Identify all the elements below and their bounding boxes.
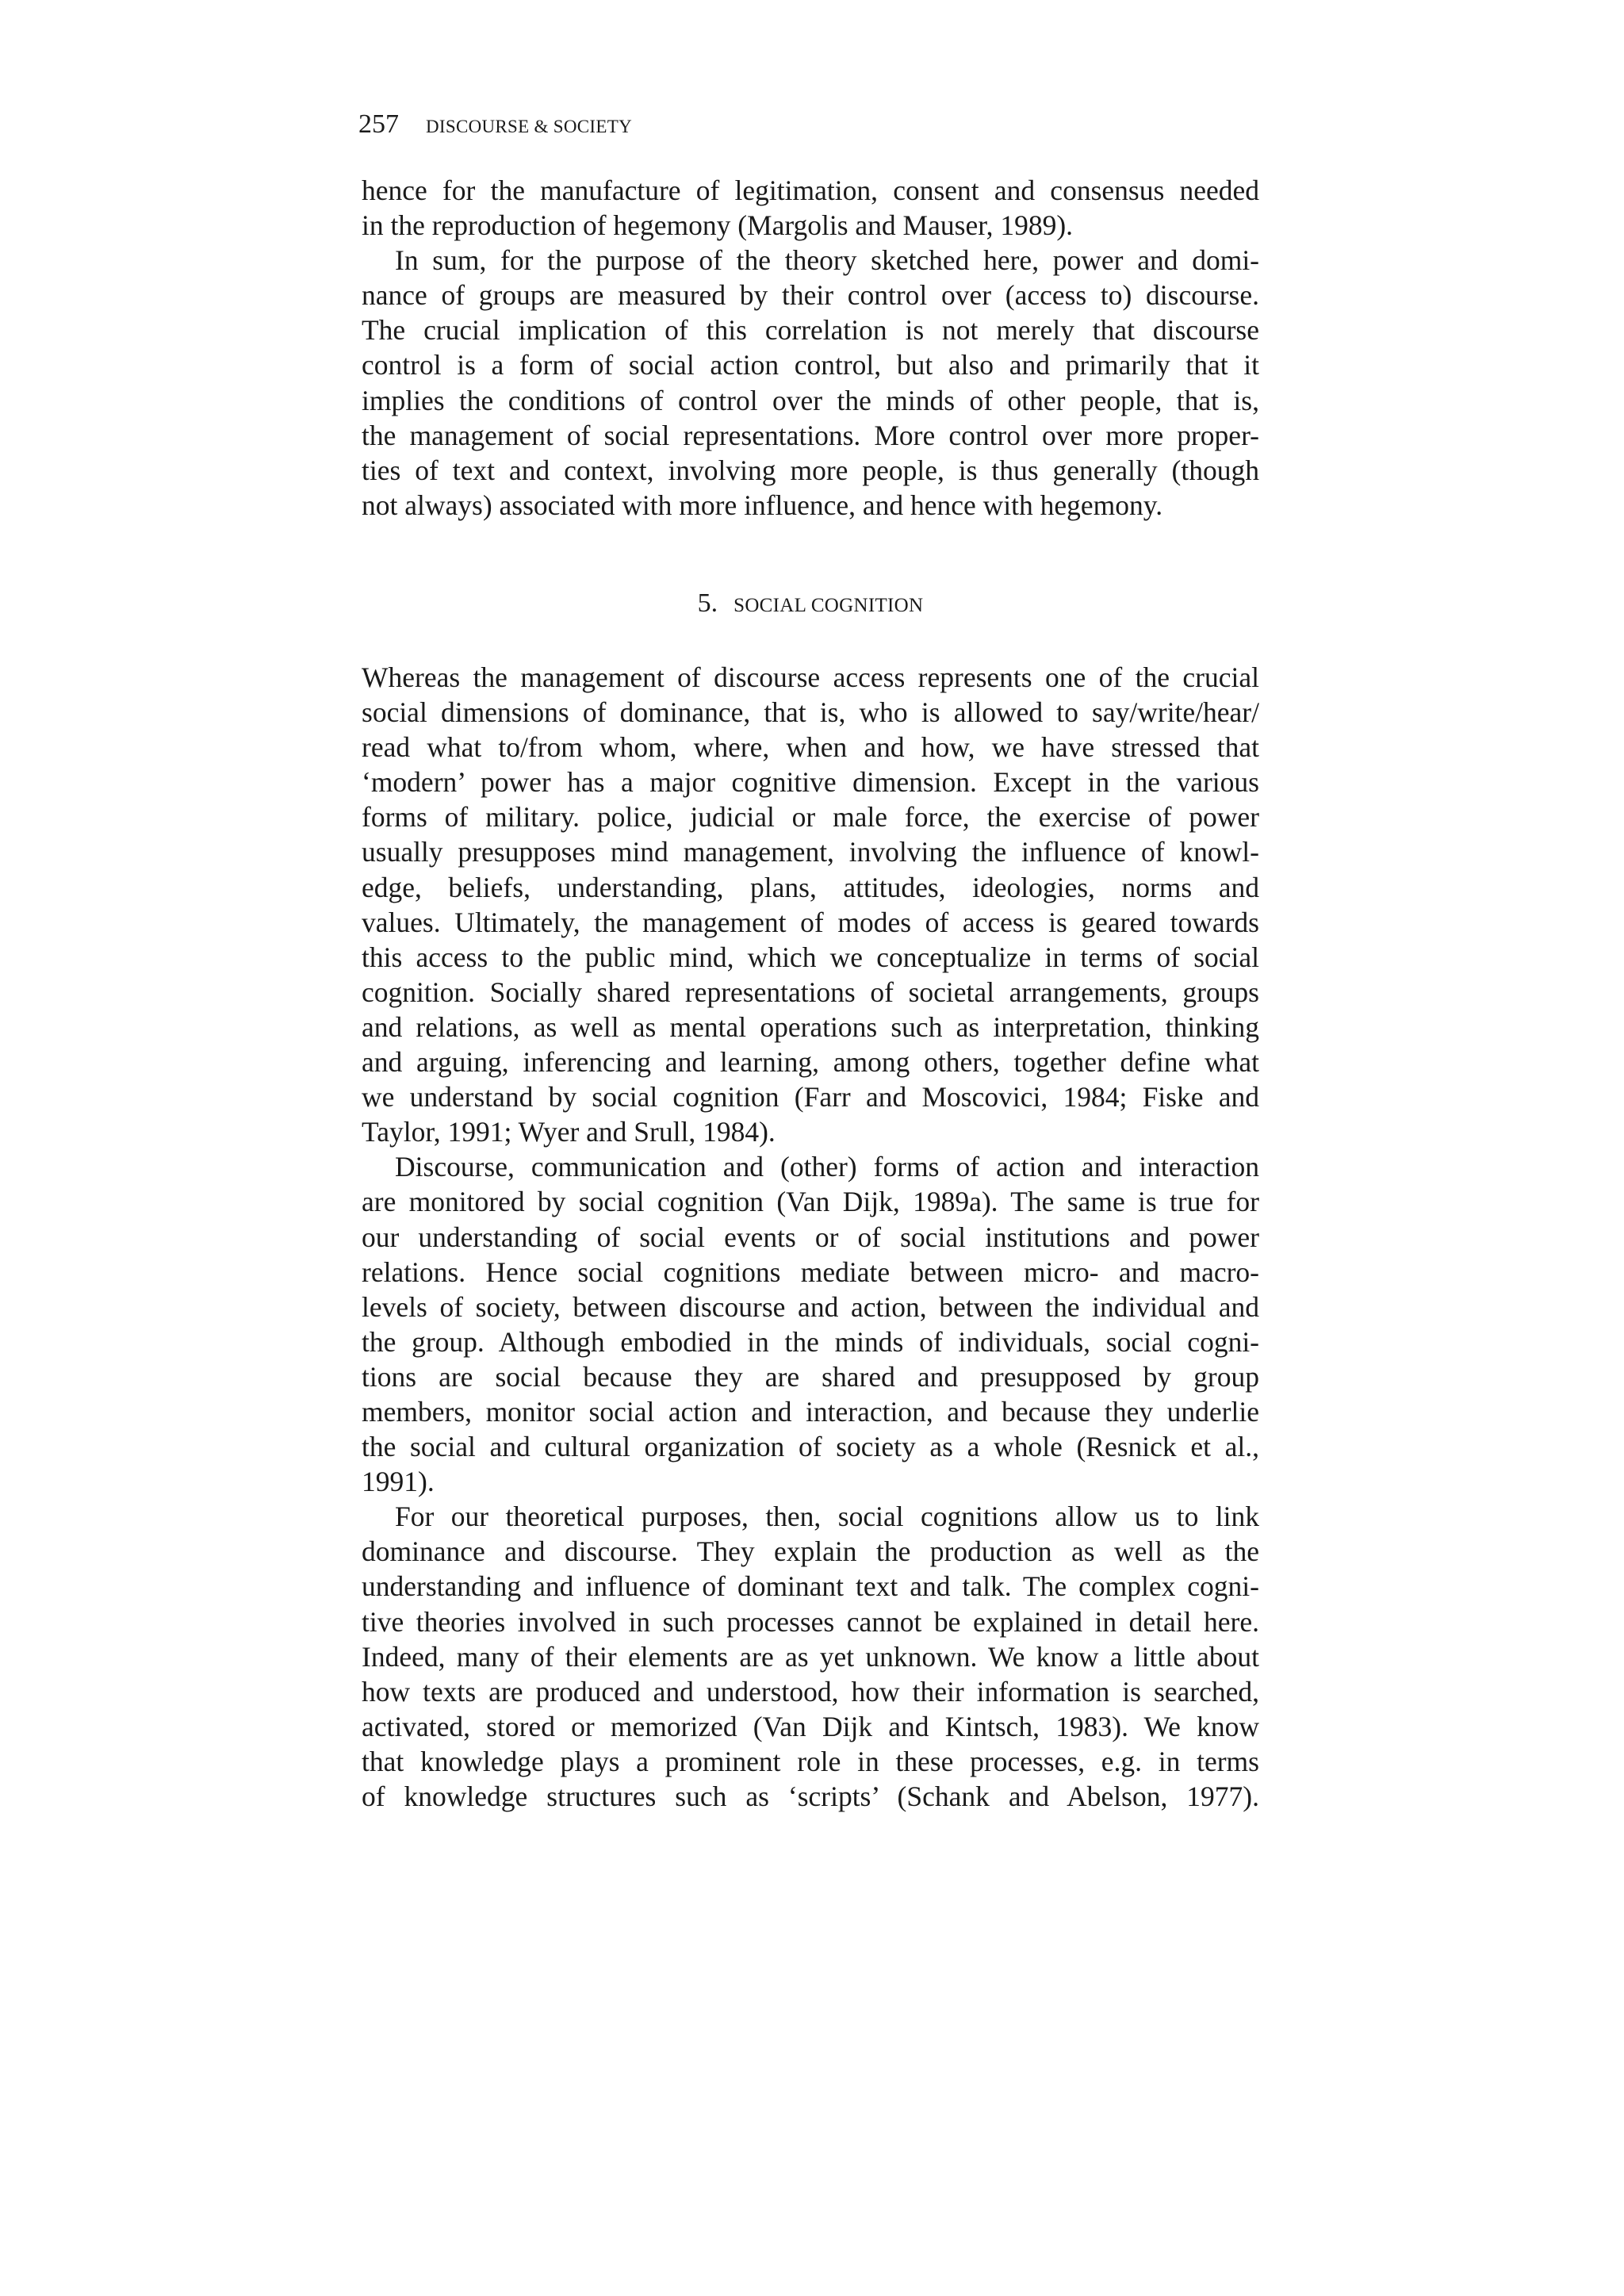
journal-name: DISCOURSE & SOCIETY xyxy=(426,117,633,136)
text-line: Whereas the management of discourse access represents one of the crucial xyxy=(362,661,1259,693)
text-line: of knowledge structures such as ‘scripts’ (Schank and Abelson, 1977). xyxy=(362,1780,1259,1812)
text-line: dominance and discourse. They explain the production as well as the xyxy=(362,1535,1259,1568)
text-line: we understand by social cognition (Farr and Moscovici, 1984; Fiske and xyxy=(362,1081,1259,1114)
intro-text-block xyxy=(362,173,1259,523)
text-line: the social and cultural organization of society as a whole (Resnick et al., xyxy=(362,1431,1259,1463)
text-line: nance of groups are measured by their control over (access to) discourse. xyxy=(362,279,1259,312)
paragraph-continuation xyxy=(362,173,1259,243)
section-number: 5. xyxy=(697,588,718,618)
text-line: relations. Hence social cognitions mediate between micro- and macro- xyxy=(362,1255,1259,1288)
text-line: forms of military. police, judicial or male force, the exercise of power xyxy=(362,801,1259,834)
text-line: not always) associated with more influence, and hence with hegemony. xyxy=(362,489,1163,521)
text-line: are monitored by social cognition (Van Dijk, 1989a). The same is true for xyxy=(362,1186,1259,1218)
text-line: and arguing, inferencing and learning, among others, together define what xyxy=(362,1046,1259,1079)
text-line: Indeed, many of their elements are as yet unknown. We know a little about xyxy=(362,1640,1259,1673)
paragraph-in-sum xyxy=(362,243,1259,523)
section-title: SOCIAL COGNITION xyxy=(733,595,924,616)
text-line: tions are social because they are shared and presupposed by group xyxy=(362,1360,1259,1393)
text-line: our understanding of social events or of social institutions and power xyxy=(362,1221,1259,1253)
text-line: levels of society, between discourse and action, between the individual and xyxy=(362,1290,1259,1323)
text-line: the management of social representations. More control over more proper- xyxy=(362,419,1259,451)
text-line: ties of text and context, involving more people, is thus generally (though xyxy=(362,454,1259,486)
running-head xyxy=(358,109,632,141)
text-line: how texts are produced and understood, how their information is searched, xyxy=(362,1675,1259,1708)
text-line: social dimensions of dominance, that is, who is allowed to say/write/hear/ xyxy=(362,696,1259,729)
text-line: that knowledge plays a prominent role in these processes, e.g. in terms xyxy=(362,1745,1259,1777)
section-text-block xyxy=(362,660,1259,1814)
text-line: members, monitor social action and interaction, and because they underlie xyxy=(362,1395,1259,1428)
text-line: Discourse, communication and (other) forms of action and interaction xyxy=(395,1151,1259,1183)
text-line: cognition. Socially shared representations of societal arrangements, groups xyxy=(362,976,1259,1008)
text-line: For our theoretical purposes, then, social cognitions allow us to link xyxy=(395,1501,1259,1533)
text-line: The crucial implication of this correlation is not merely that discourse xyxy=(362,314,1259,347)
text-line: ‘modern’ power has a major cognitive dimension. Except in the various xyxy=(362,766,1259,799)
text-line: 1991). xyxy=(362,1466,435,1498)
paragraph-discourse xyxy=(362,1149,1259,1499)
text-line: read what to/from whom, where, when and how, we have stressed that xyxy=(362,731,1259,764)
text-line: control is a form of social action control, but also and primarily that it xyxy=(362,349,1259,381)
text-line: tive theories involved in such processes cannot be explained in detail here. xyxy=(362,1605,1259,1638)
text-line: activated, stored or memorized (Van Dijk and Kintsch, 1983). We know xyxy=(362,1710,1259,1742)
section-heading xyxy=(362,588,1259,619)
text-line: In sum, for the purpose of the theory sketched here, power and domi- xyxy=(395,244,1259,277)
text-line: edge, beliefs, understanding, plans, attitudes, ideologies, norms and xyxy=(362,871,1259,903)
paragraph-whereas xyxy=(362,660,1259,1149)
text-line: Taylor, 1991; Wyer and Srull, 1984). xyxy=(362,1116,776,1148)
text-line: in the reproduction of hegemony (Margolis and Mauser, 1989). xyxy=(362,209,1074,242)
text-line: values. Ultimately, the management of modes of access is geared towards xyxy=(362,906,1259,938)
paragraph-theoretical xyxy=(362,1499,1259,1814)
text-line: this access to the public mind, which we conceptualize in terms of social xyxy=(362,941,1259,973)
text-line: hence for the manufacture of legitimation, consent and consensus needed xyxy=(362,174,1259,206)
text-line: usually presupposes mind management, involving the influence of knowl- xyxy=(362,836,1259,868)
text-line: understanding and influence of dominant text and talk. The complex cogni- xyxy=(362,1570,1259,1603)
text-line: the group. Although embodied in the minds of individuals, social cogni- xyxy=(362,1325,1259,1358)
page-number: 257 xyxy=(358,109,399,139)
text-line: and relations, as well as mental operations such as interpretation, thinking xyxy=(362,1010,1259,1043)
text-line: implies the conditions of control over the minds of other people, that is, xyxy=(362,384,1259,416)
